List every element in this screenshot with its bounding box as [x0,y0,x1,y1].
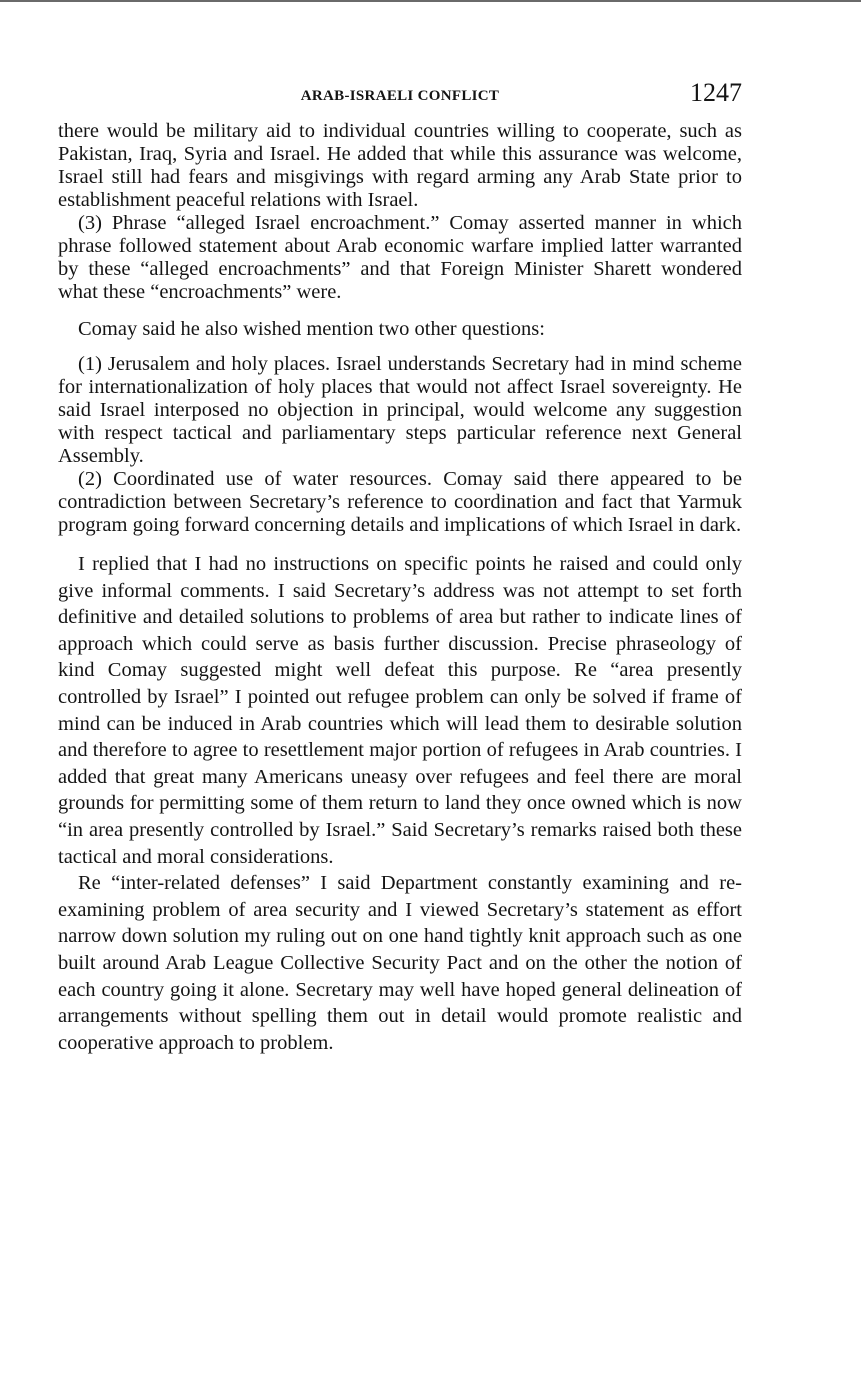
question-1-paragraph: (1) Jerusalem and holy places. Israel understands Secretary had in mind scheme for internationalization of holy places that would not affect Israel sovereignty. He said Israel interposed no objection in principal, would welcome any suggestion with respect tactical and parliamentary steps particular reference next General Assembly. [58,353,742,467]
spacer [58,341,742,353]
page-body [58,120,742,1056]
spacer [58,537,742,551]
defenses-paragraph: Re “inter-related defenses” I said Department constantly examining and re-examining problem of area security and I viewed Secretary’s statement as effort narrow down solution my ruling out on one hand tightly knit approach such as one built around Arab League Collective Security Pact and on the other the notion of each country going it alone. Secretary may well have hoped general delineation of arrangements without spelling them out in detail would promote realistic and cooperative approach to problem. [58,872,742,1054]
running-head [58,78,742,108]
question-2-paragraph: (2) Coordinated use of water resources. Comay said there appeared to be contradiction between Secretary’s reference to coordination and fact that Yarmuk program going forward concerning details and implications of which Israel in dark. [58,468,742,536]
quoted-continuation-paragraph: there would be military aid to individual countries willing to cooperate, such as Pakistan, Iraq, Syria and Israel. He added that while this assurance was welcome, Israel still had fears and misgivings with regard arming any Arab State prior to establishment peaceful relations with Israel. [58,120,742,211]
spacer [58,304,742,318]
top-edge-rule [0,0,861,2]
reply-paragraph: I replied that I had no instructions on specific points he raised and could only give informal comments. I said Secretary’s address was not attempt to set forth definitive and detailed solutions to problems of area but rather to indicate lines of approach which could serve as basis further discussion. Precise phraseology of kind Comay suggested might well defeat this purpose. Re “area presently controlled by Israel” I pointed out refugee problem can only be solved if frame of mind can be induced in Arab countries which will lead them to desirable solution and therefore to agree to resettlement major portion of refugees in Arab countries. I added that great many Americans uneasy over refugees and feel there are moral grounds for permitting some of them return to land they once owned which is now “in area presently controlled by Israel.” Said Secretary’s remarks raised both these tactical and moral considerations. [58,553,742,868]
page-number: 1247 [690,78,742,107]
running-title: ARAB-ISRAELI CONFLICT [300,88,500,104]
other-questions-intro: Comay said he also wished mention two other questions: [78,318,545,340]
quoted-point-3-paragraph: (3) Phrase “alleged Israel encroachment.” Comay asserted manner in which phrase followed statement about Arab economic warfare implied latter warranted by these “alleged encroachments” and that Foreign Minister Sharett wondered what these “encroachments” were. [58,212,742,303]
